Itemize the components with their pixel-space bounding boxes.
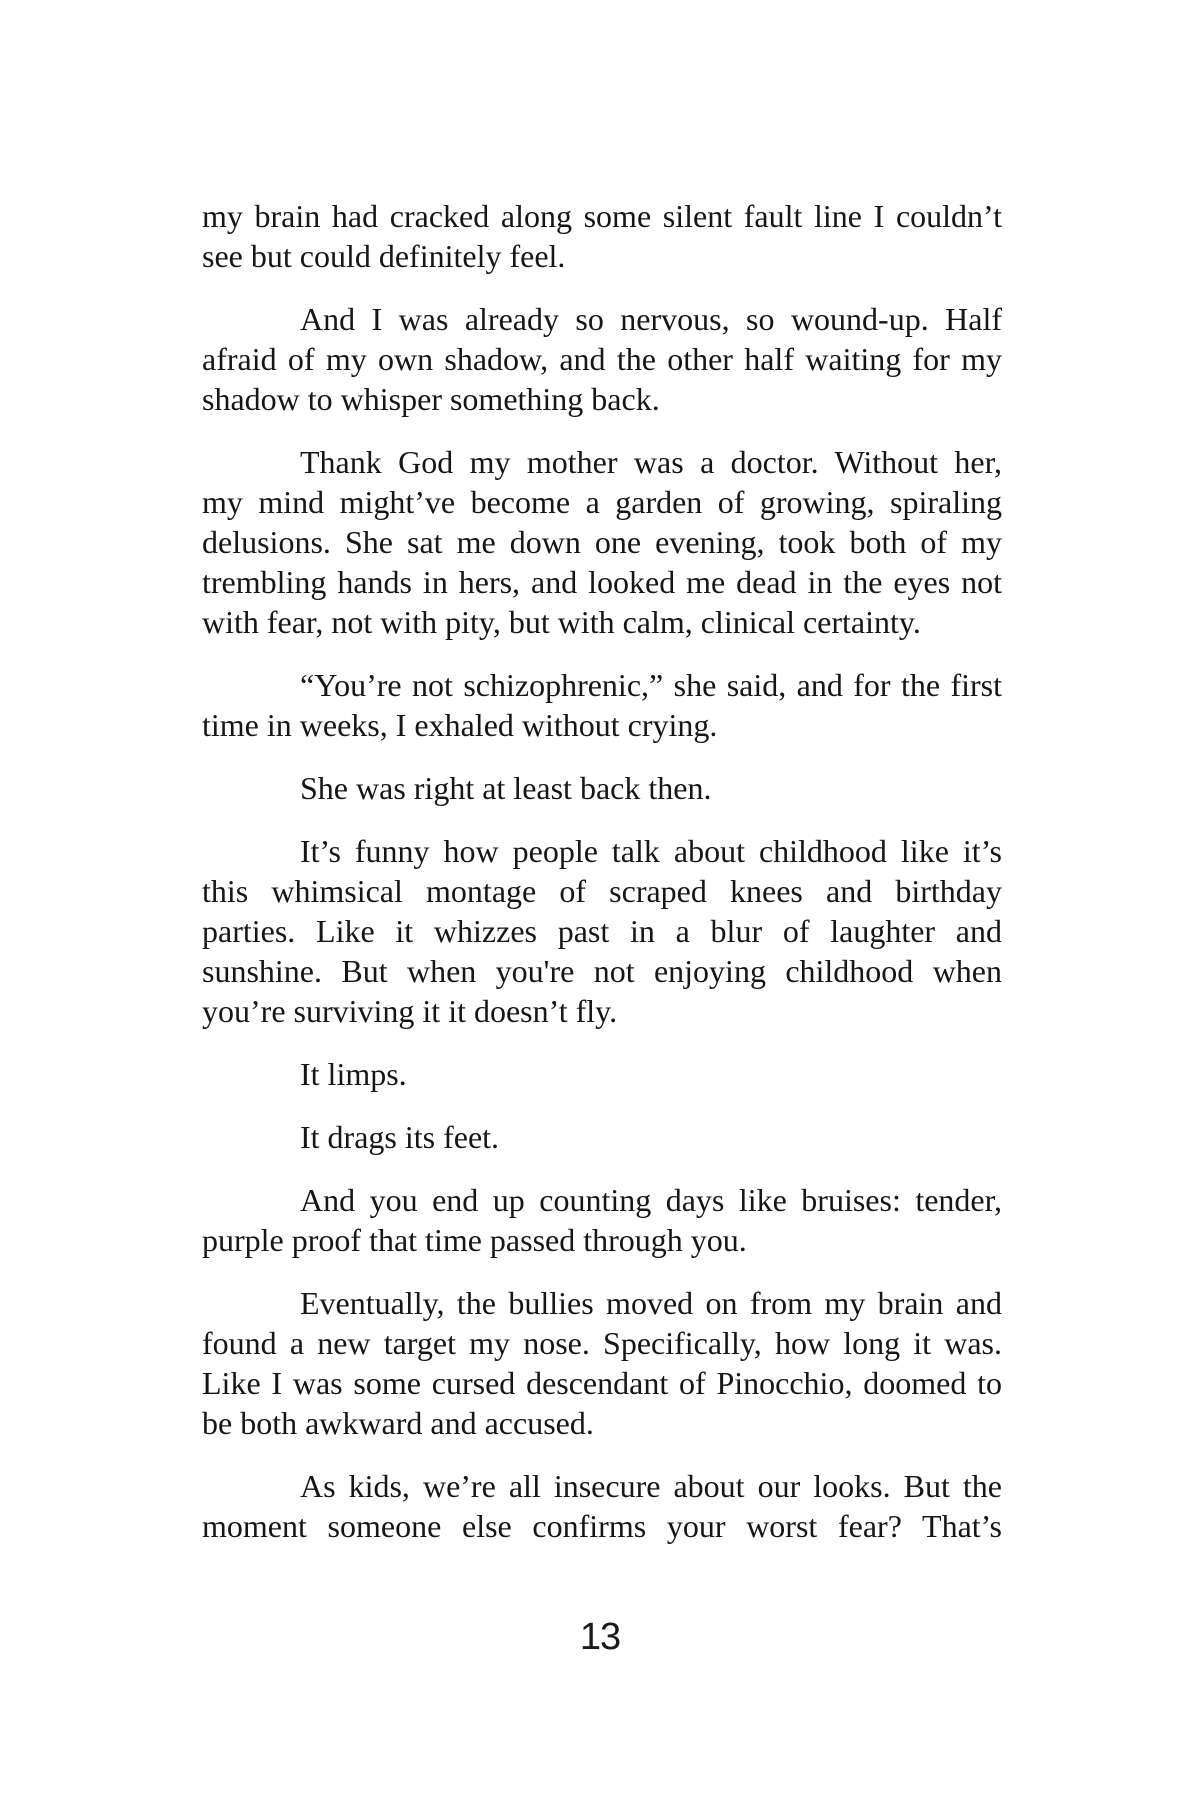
paragraph (202, 768, 1002, 808)
text-line: And I was already so nervous, so wound-up. Half (300, 301, 1002, 337)
paragraph (202, 665, 1002, 745)
text-line: She was right at least back then. (300, 770, 712, 806)
text-line: And you end up counting days like bruises: tender, (300, 1182, 1002, 1218)
paragraph (202, 1054, 1002, 1094)
paragraph (202, 442, 1002, 642)
page-number: 13 (579, 1616, 621, 1658)
text-line: my brain had cracked along some silent fault line I couldn’t (202, 198, 1002, 234)
paragraph (202, 299, 1002, 419)
text-line: afraid of my own shadow, and the other half waiting for my (202, 341, 1002, 377)
text-line: this whimsical montage of scraped knees and birthday (202, 873, 1002, 909)
text-line: my mind might’ve become a garden of growing, spiraling (202, 484, 1002, 520)
text-line: shadow to whisper something back. (202, 381, 660, 417)
paragraph (202, 1283, 1002, 1443)
text-line: Eventually, the bullies moved on from my brain and (300, 1285, 1002, 1321)
text-line: found a new target my nose. Specifically, how long it was. (202, 1325, 1002, 1361)
text-line: be both awkward and accused. (202, 1405, 594, 1441)
paragraph (202, 1180, 1002, 1260)
text-line: moment someone else confirms your worst fear? That’s (202, 1508, 1002, 1544)
text-line: trembling hands in hers, and looked me dead in the eyes not (202, 564, 1002, 600)
text-line: As kids, we’re all insecure about our looks. But the (300, 1468, 1002, 1504)
text-line: purple proof that time passed through you. (202, 1222, 747, 1258)
paragraph (202, 831, 1002, 1031)
text-line: delusions. She sat me down one evening, took both of my (202, 524, 1002, 560)
text-line: Thank God my mother was a doctor. Without her, (300, 444, 1002, 480)
text-line: It limps. (300, 1056, 407, 1092)
text-line: with fear, not with pity, but with calm, clinical certainty. (202, 604, 921, 640)
text-line: “You’re not schizophrenic,” she said, and for the first (300, 667, 1002, 703)
text-line: Like I was some cursed descendant of Pinocchio, doomed to (202, 1365, 1002, 1401)
text-line: sunshine. But when you're not enjoying childhood when (202, 953, 1002, 989)
text-line: It’s funny how people talk about childhood like it’s (300, 833, 1002, 869)
paragraph (202, 196, 1002, 276)
text-line: It drags its feet. (300, 1119, 500, 1155)
body-text (202, 196, 1002, 1569)
text-line: time in weeks, I exhaled without crying. (202, 707, 718, 743)
text-line: parties. Like it whizzes past in a blur of laughter and (202, 913, 1002, 949)
text-line: see but could definitely feel. (202, 238, 566, 274)
paragraph (202, 1117, 1002, 1157)
text-line: you’re surviving it it doesn’t fly. (202, 993, 618, 1029)
paragraph (202, 1466, 1002, 1546)
